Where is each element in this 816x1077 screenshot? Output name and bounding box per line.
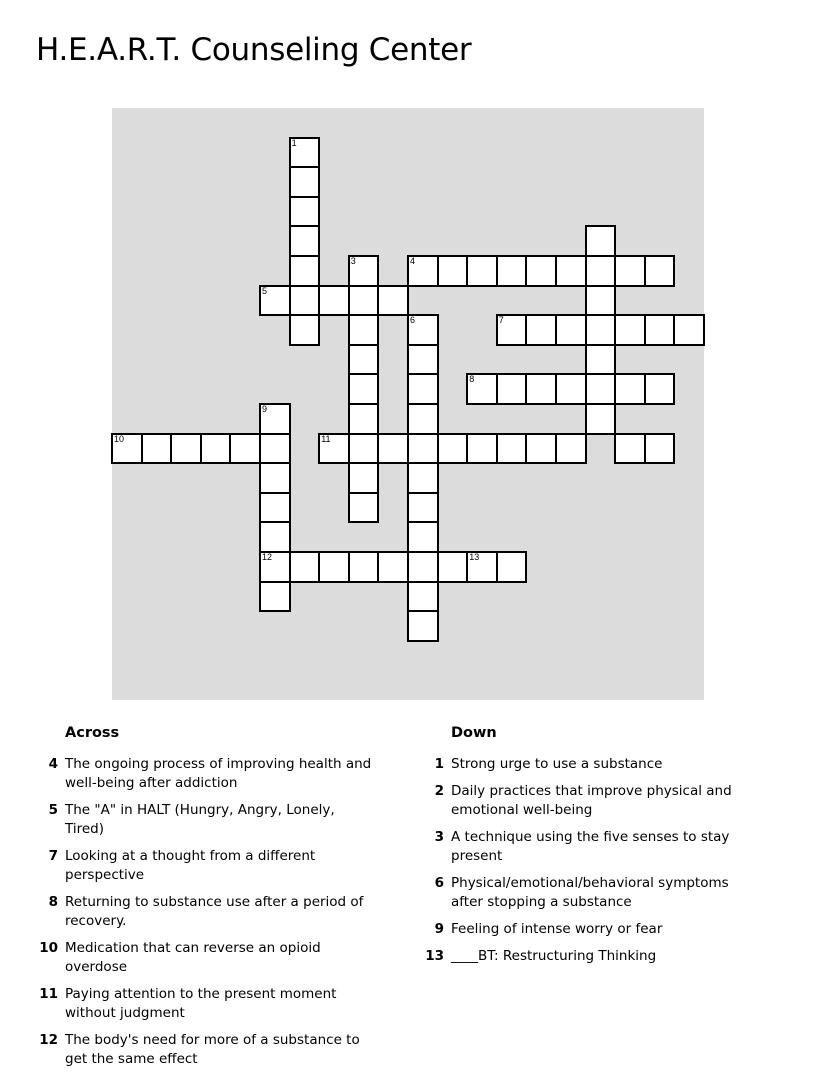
grid-cell[interactable] xyxy=(673,314,705,346)
clue-text: Looking at a thought from a different perspective xyxy=(65,848,316,883)
grid-cell[interactable] xyxy=(348,285,380,317)
grid-cell[interactable] xyxy=(407,403,439,435)
grid-cell[interactable] xyxy=(407,581,439,613)
clue-num: 1 xyxy=(434,756,444,772)
grid-cell[interactable] xyxy=(614,255,646,287)
grid-cell[interactable] xyxy=(259,492,291,524)
grid-cell[interactable] xyxy=(407,462,439,494)
grid-cell[interactable] xyxy=(289,196,321,228)
grid-cell[interactable] xyxy=(289,285,321,317)
down-heading: Down xyxy=(451,725,497,741)
grid-cell[interactable] xyxy=(348,314,380,346)
clue-num: 12 xyxy=(39,1032,58,1048)
across-clue xyxy=(36,755,376,793)
down-clue xyxy=(422,828,762,866)
grid-cell[interactable] xyxy=(585,403,617,435)
clue-number: 12 xyxy=(262,552,273,562)
across-clue-list xyxy=(36,755,376,1069)
grid-cell[interactable] xyxy=(466,255,498,287)
grid-cell[interactable] xyxy=(614,433,646,465)
grid-cell[interactable] xyxy=(644,255,676,287)
grid-cell[interactable] xyxy=(407,433,439,465)
down-clue xyxy=(422,755,762,774)
grid-cell[interactable] xyxy=(318,433,350,465)
grid-cell[interactable] xyxy=(466,433,498,465)
grid-cell[interactable] xyxy=(377,551,409,583)
grid-cell[interactable] xyxy=(555,314,587,346)
across-clue xyxy=(36,801,376,839)
clue-text: The "A" in HALT (Hungry, Angry, Lonely, Tired) xyxy=(65,802,335,837)
grid-cell[interactable] xyxy=(259,551,291,583)
grid-cell[interactable] xyxy=(496,551,528,583)
down-clue xyxy=(422,947,762,966)
grid-cell[interactable] xyxy=(585,255,617,287)
down-clue xyxy=(422,920,762,939)
grid-cell[interactable] xyxy=(585,344,617,376)
clue-num: 7 xyxy=(48,848,58,864)
grid-cell[interactable] xyxy=(348,492,380,524)
clue-num: 5 xyxy=(48,802,58,818)
grid-cell[interactable] xyxy=(466,551,498,583)
grid-cell[interactable] xyxy=(525,255,557,287)
grid-cell[interactable] xyxy=(348,462,380,494)
grid-cell[interactable] xyxy=(259,462,291,494)
clue-text: Daily practices that improve physical and emotional well-being xyxy=(451,783,732,818)
grid-cell[interactable] xyxy=(466,373,498,405)
across-clue xyxy=(36,847,376,885)
clue-num: 9 xyxy=(434,921,444,937)
crossword-grid xyxy=(112,108,704,700)
across-heading: Across xyxy=(65,725,120,741)
grid-cell[interactable] xyxy=(229,433,261,465)
grid-cell[interactable] xyxy=(496,314,528,346)
grid-cell[interactable] xyxy=(111,433,143,465)
down-clue-list xyxy=(422,755,762,966)
clue-num: 3 xyxy=(434,829,444,845)
clue-number: 6 xyxy=(410,315,416,326)
clue-number: 3 xyxy=(350,256,356,266)
clue-number: 10 xyxy=(114,433,125,444)
grid-cell[interactable] xyxy=(348,433,380,465)
clue-text: ____BT: Restructuring Thinking xyxy=(451,948,657,964)
grid-cell[interactable] xyxy=(585,225,617,257)
clue-text: The ongoing process of improving health and well-being after addiction xyxy=(65,756,372,791)
grid-cell[interactable] xyxy=(644,433,676,465)
grid-cell[interactable] xyxy=(407,610,439,642)
clue-num: 8 xyxy=(48,894,58,910)
clue-text: A technique using the five senses to stay present xyxy=(451,829,730,864)
clue-num: 6 xyxy=(434,875,444,891)
grid-cell[interactable] xyxy=(289,314,321,346)
grid-cell[interactable] xyxy=(437,255,469,287)
across-clue xyxy=(36,893,376,931)
grid-cell[interactable] xyxy=(259,285,291,317)
grid-cell[interactable] xyxy=(259,403,291,435)
clue-text: Strong urge to use a substance xyxy=(451,756,663,772)
grid-cell[interactable] xyxy=(585,285,617,317)
clue-number: 8 xyxy=(469,374,475,385)
down-clue xyxy=(422,874,762,912)
clue-number: 9 xyxy=(262,404,268,414)
grid-cell[interactable] xyxy=(200,433,232,465)
clue-number: 13 xyxy=(469,552,480,562)
clue-text: Physical/emotional/behavioral symptoms after stopping a substance xyxy=(451,875,729,910)
grid-cell[interactable] xyxy=(525,373,557,405)
grid-cell[interactable] xyxy=(289,255,321,287)
grid-cell[interactable] xyxy=(644,373,676,405)
clue-num: 13 xyxy=(425,948,444,964)
clue-text: Paying attention to the present moment without judgment xyxy=(65,986,337,1021)
grid-cell[interactable] xyxy=(407,551,439,583)
clue-number: 1 xyxy=(291,137,297,148)
grid-cell[interactable] xyxy=(289,225,321,257)
grid-cell[interactable] xyxy=(348,403,380,435)
across-clue xyxy=(36,939,376,977)
grid-cell[interactable] xyxy=(259,521,291,553)
grid-cell[interactable] xyxy=(407,521,439,553)
grid-cell[interactable] xyxy=(644,314,676,346)
grid-cell[interactable] xyxy=(259,433,291,465)
clue-text: Returning to substance use after a period of recovery. xyxy=(65,894,364,929)
grid-cell[interactable] xyxy=(555,255,587,287)
grid-cell[interactable] xyxy=(496,373,528,405)
grid-cell[interactable] xyxy=(614,314,646,346)
across-clue xyxy=(36,985,376,1023)
grid-cell[interactable] xyxy=(407,314,439,346)
clue-number: 7 xyxy=(498,315,504,326)
clue-text: Medication that can reverse an opioid overdose xyxy=(65,940,321,975)
grid-cell[interactable] xyxy=(525,314,557,346)
grid-cell[interactable] xyxy=(525,433,557,465)
grid-cell[interactable] xyxy=(437,551,469,583)
clue-number: 11 xyxy=(321,433,331,444)
grid-cell[interactable] xyxy=(348,344,380,376)
grid-cell[interactable] xyxy=(407,373,439,405)
grid-cell[interactable] xyxy=(437,433,469,465)
across-clue xyxy=(36,1031,376,1069)
grid-cell[interactable] xyxy=(348,255,380,287)
grid-cell[interactable] xyxy=(289,166,321,198)
clue-num: 10 xyxy=(39,940,58,956)
grid-cell[interactable] xyxy=(141,433,173,465)
grid-cell[interactable] xyxy=(289,137,321,169)
page-title: H.E.A.R.T. Counseling Center xyxy=(36,32,472,68)
grid-cell[interactable] xyxy=(348,373,380,405)
grid-cell[interactable] xyxy=(259,581,291,613)
down-clues xyxy=(422,722,762,974)
grid-cell[interactable] xyxy=(318,285,350,317)
grid-cell[interactable] xyxy=(377,433,409,465)
clue-text: The body's need for more of a substance to get the same effect xyxy=(65,1032,360,1067)
grid-cell[interactable] xyxy=(555,373,587,405)
across-clues xyxy=(36,722,376,1077)
down-clue xyxy=(422,782,762,820)
clue-number: 4 xyxy=(410,256,416,266)
grid-cell[interactable] xyxy=(585,314,617,346)
grid-cell[interactable] xyxy=(407,344,439,376)
grid-cell[interactable] xyxy=(407,492,439,524)
grid-cell[interactable] xyxy=(555,433,587,465)
grid-cell[interactable] xyxy=(585,373,617,405)
clue-num: 11 xyxy=(39,986,58,1002)
grid-cell[interactable] xyxy=(496,255,528,287)
clue-num: 2 xyxy=(434,783,444,799)
grid-cell[interactable] xyxy=(407,255,439,287)
grid-cell[interactable] xyxy=(377,285,409,317)
clue-number: 5 xyxy=(262,285,268,296)
grid-cell[interactable] xyxy=(614,373,646,405)
clue-text: Feeling of intense worry or fear xyxy=(451,921,663,937)
grid-cell[interactable] xyxy=(496,433,528,465)
grid-cell[interactable] xyxy=(318,551,350,583)
grid-cell[interactable] xyxy=(348,551,380,583)
grid-cell[interactable] xyxy=(289,551,321,583)
clue-num: 4 xyxy=(48,756,58,772)
grid-cell[interactable] xyxy=(170,433,202,465)
